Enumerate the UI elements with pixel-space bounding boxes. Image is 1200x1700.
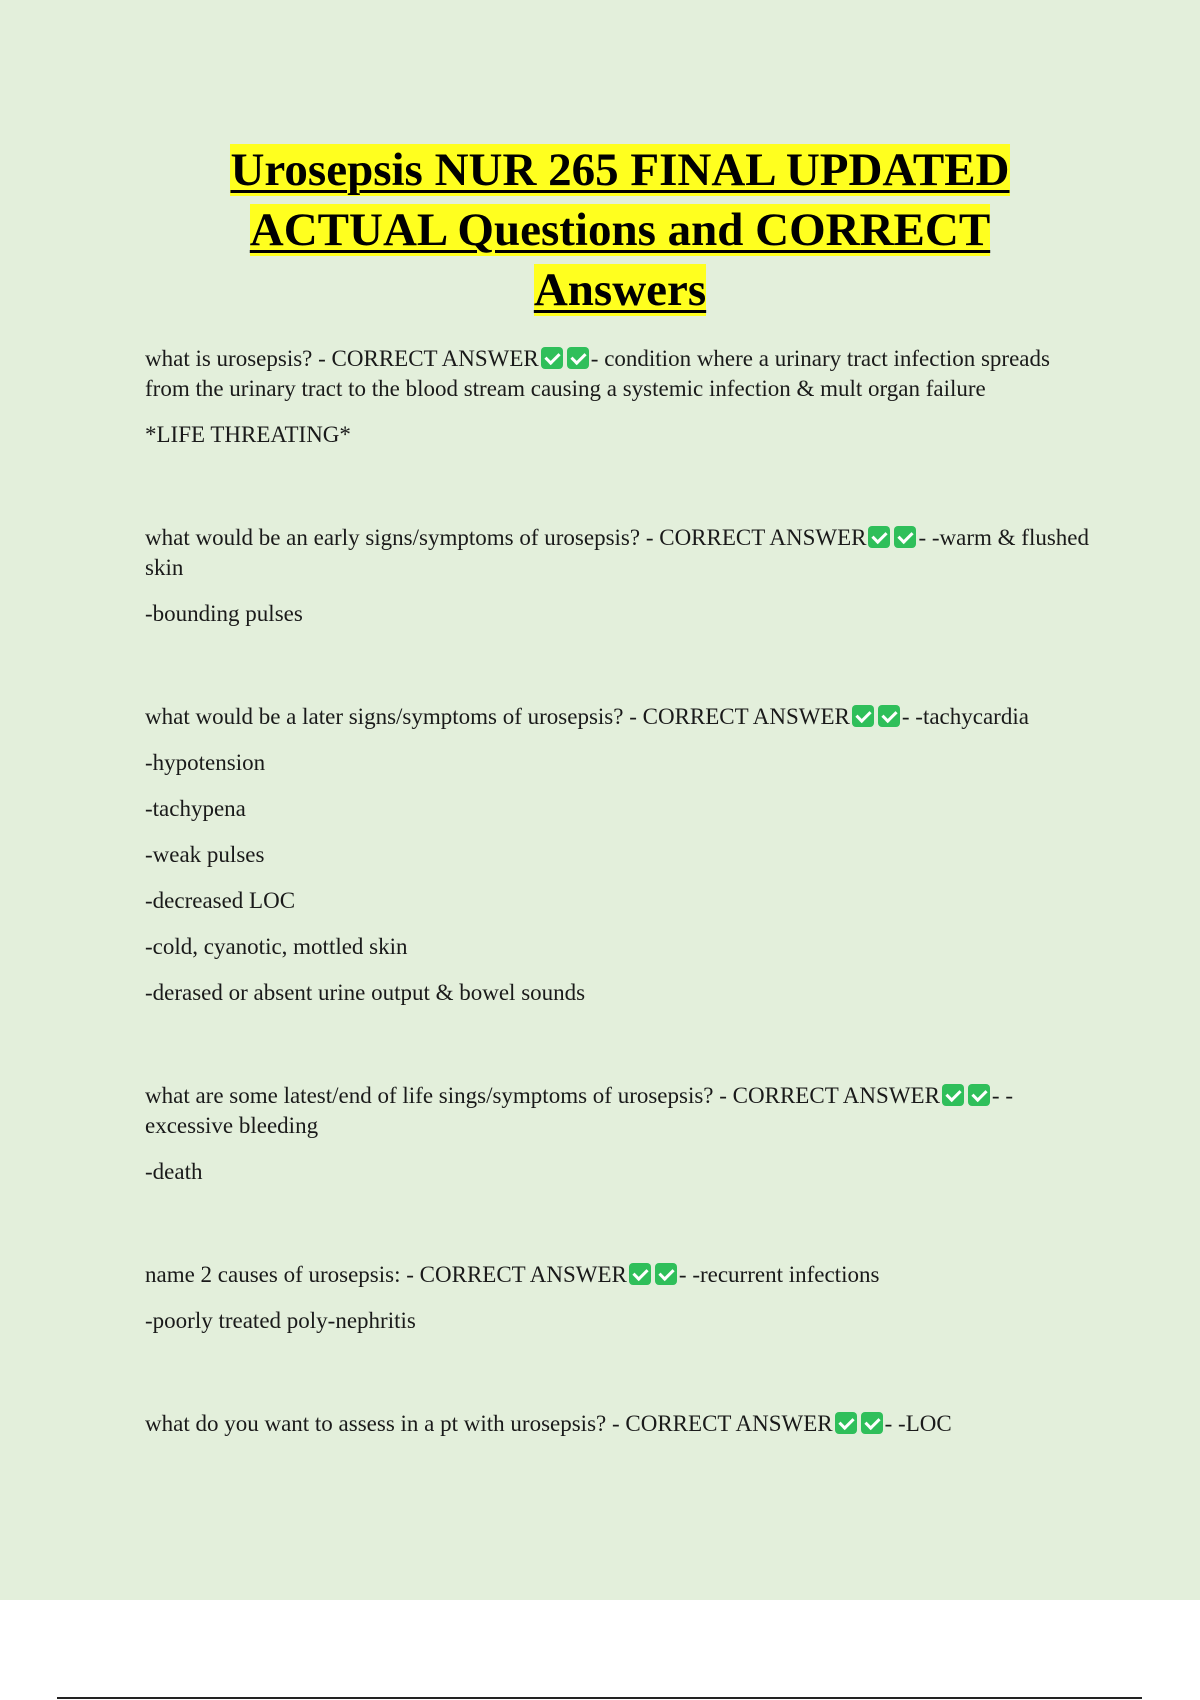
question-text: what do you want to assess in a pt with urosepsis? - CORRECT ANSWER [145,1411,833,1436]
answer-text: - -recurrent infections [678,1262,880,1287]
check-icon [861,1412,883,1434]
answer-text: - -warm & flushed skin [145,525,1090,580]
qa-item [145,1081,1100,1187]
check-icon [968,1084,990,1106]
document-title [160,140,1080,320]
question-text: what are some latest/end of life sings/symptoms of urosepsis? - CORRECT ANSWER [145,1083,940,1108]
title-line: Urosepsis NUR 265 FINAL UPDATED [230,144,1010,196]
answer-line: -weak pulses [145,842,265,867]
answer-line: -hypotension [145,750,266,775]
question-line [145,344,1100,404]
check-icon [655,1263,677,1285]
qa-item [145,1409,1100,1439]
qa-item [145,523,1100,629]
question-line [145,702,1100,732]
answer-line: -tachypena [145,796,246,821]
answer-line: -derased or absent urine output & bowel sounds [145,980,586,1005]
question-text: what would be an early signs/symptoms of urosepsis? - CORRECT ANSWER [145,525,867,550]
qa-item [145,344,1100,450]
question-text: what is urosepsis? - CORRECT ANSWER [145,346,539,371]
question-line [145,1081,1100,1141]
footer-divider [57,1697,1142,1699]
check-icon [852,705,874,727]
answer-line: -death [145,1159,203,1184]
question-text: what would be a later signs/symptoms of urosepsis? - CORRECT ANSWER [145,704,850,729]
answer-line: -cold, cyanotic, mottled skin [145,934,408,959]
answer-line: -poorly treated poly-nephritis [145,1308,416,1333]
qa-item [145,702,1100,1008]
title-line: ACTUAL Questions and CORRECT [249,204,991,256]
question-line [145,1409,1100,1439]
check-icon [868,526,890,548]
answer-line: -decreased LOC [145,888,296,913]
answer-text: - -LOC [884,1411,952,1436]
question-line [145,523,1100,583]
title-line: Answers [533,264,707,316]
question-line [145,1260,1100,1290]
check-icon [629,1263,651,1285]
qa-list [145,344,1100,1512]
answer-text: - -tachycardia [901,704,1029,729]
check-icon [894,526,916,548]
answer-line: -bounding pulses [145,601,303,626]
check-icon [942,1084,964,1106]
check-icon [567,347,589,369]
check-icon [878,705,900,727]
answer-line: *LIFE THREATING* [145,422,351,447]
check-icon [541,347,563,369]
qa-item [145,1260,1100,1336]
check-icon [835,1412,857,1434]
answer-text: - condition where a urinary tract infection spreads from the urinary tract to the blood stream causing a systemic infection & mult organ failure [145,346,1050,401]
question-text: name 2 causes of urosepsis: - CORRECT ANSWER [145,1262,627,1287]
answer-text: - -excessive bleeding [145,1083,1013,1138]
